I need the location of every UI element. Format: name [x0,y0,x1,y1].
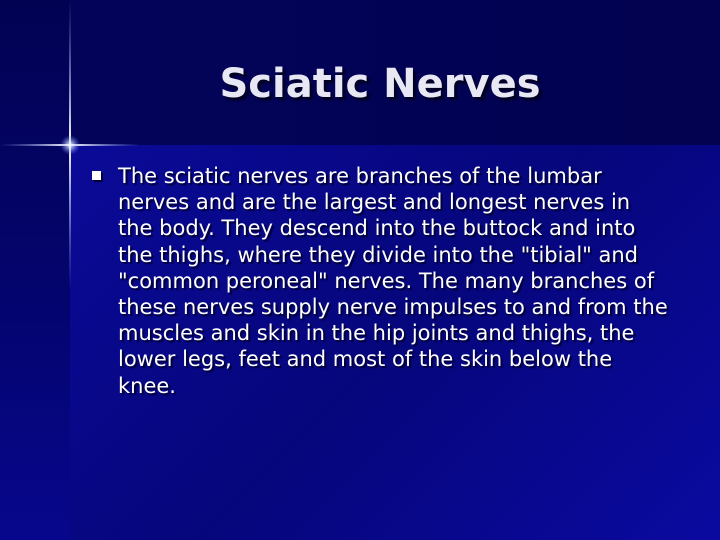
bullet-item [90,163,670,399]
square-bullet-icon [92,171,101,180]
slide-title: Sciatic Nerves [219,61,541,107]
left-band [0,0,70,540]
bullet-text: The sciatic nerves are branches of the lumbar nerves and are the largest and longest nerves in the body. They descend into the buttock and into the thighs, where they divide into the "tibial" and "common peroneal" nerves. The many branches of these nerves supply nerve impulses to and from the muscles and skin in the hip joints and thighs, the lower legs, feet and most of the skin below the knee. [118,164,668,398]
bullet-list [90,163,670,399]
